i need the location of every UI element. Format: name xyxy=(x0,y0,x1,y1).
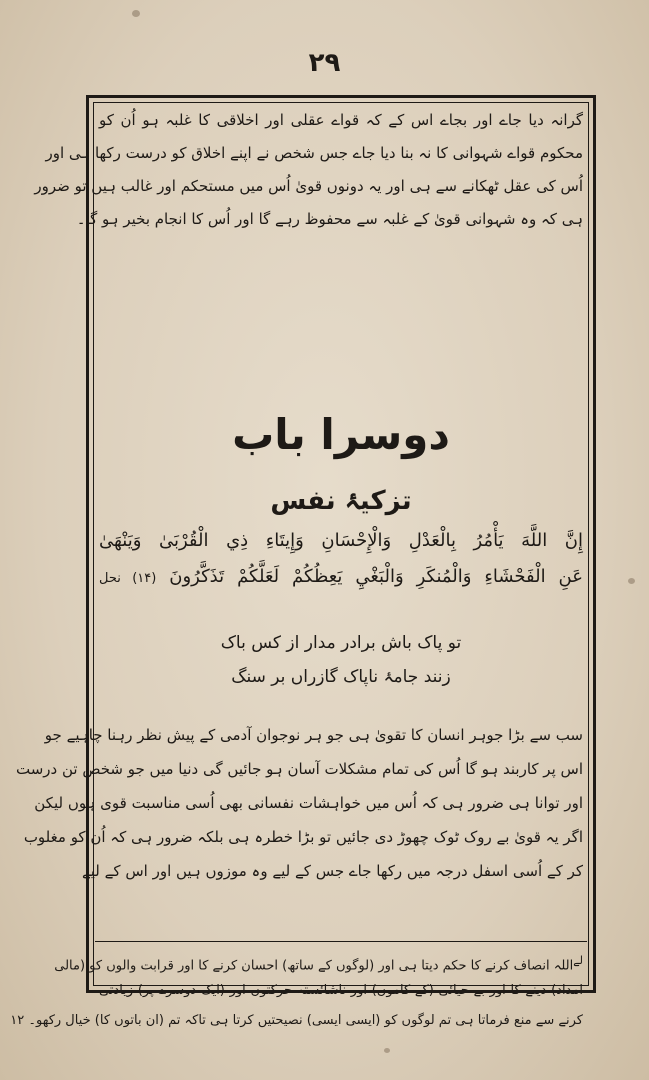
footnote-line: کرنے سے منع فرماتا ہی تم لوگوں کو (ایسی ایسی) نصیحتیں کرتا ہی تاکہ تم (ان باتوں کا) خیال رکھو۔ ۱۲ xyxy=(10,1013,583,1028)
text-frame xyxy=(10,95,596,1028)
verse-text: عَنِ الْفَحْشَاءِ وَالْمُنكَرِ وَالْبَغْيِ يَعِظُكُمْ لَعَلَّكُمْ تَذَكَّرُونَ xyxy=(169,566,583,587)
body-line: اگر یہ قویٰ بے روک ٹوک چھوڑ دی جائیں تو بڑا خطرہ ہی بلکہ ضرور ہی کہ اُن کو مغلوب xyxy=(23,828,583,846)
footnote-marker: لے xyxy=(573,954,583,967)
footnote xyxy=(10,946,583,1036)
verse-reference: (۱۴) نحل xyxy=(99,571,157,586)
body-line: سب سے بڑا جوہر انسان کا تقویٰ ہی جو ہر نوجوان آدمی کے پیش نظر رہنا چاہیے جو xyxy=(44,726,583,744)
footnote-line xyxy=(54,946,583,976)
ink-spot xyxy=(132,10,140,17)
intro-paragraph xyxy=(34,104,583,236)
intro-line: ہی کہ وہ شہوانی قویٰ کے غلبہ سے محفوظ رہے گا اور اُس کا انجام بخیر ہو گا۔ xyxy=(76,210,583,228)
intro-line: اُس کی عقل ٹھکانے سے ہی اور یہ دونوں قویٰ اُس میں مستحکم اور غالب ہیں تو ضرور xyxy=(34,177,583,195)
ink-spot xyxy=(384,1048,390,1053)
body-line: کر کے اُسی اسفل درجہ میں رکھا جاے جس کے لیے وہ موزوں ہیں اور اس کے لیے xyxy=(81,862,583,880)
footnote-divider xyxy=(95,941,587,942)
chapter-subtitle: تزکیۂ نفس xyxy=(270,486,412,516)
couplet-line: تو پاک باش برادر مدار از کس باک xyxy=(220,633,462,653)
body-line: اس پر کاربند ہو گا اُس کی تمام مشکلات آسان ہو جائیں گی دنیا میں جو شخص تن درست xyxy=(16,760,583,778)
quran-verse xyxy=(99,523,583,595)
verse-line: إِنَّ اللَّهَ يَأْمُرُ بِالْعَدْلِ وَالْإِحْسَانِ وَإِيتَاءِ ذِي الْقُرْبَىٰ وَيَنْهَىٰ xyxy=(99,530,583,551)
intro-line: گرانہ دیا جاے اور بجاے اس کے کہ قواے عقلی اور اخلاقی کا غلبہ ہو اُن کو xyxy=(99,111,583,129)
footnote-line: امداد) دینے کا اور بے حیائی (کے کاموں) اور ناشائستہ حرکتوں اور (ایک دوسرے پر) زیادتی xyxy=(99,983,583,998)
couplet-line: زنند جامۂ ناپاک گازراں بر سنگ xyxy=(231,667,451,687)
chapter-title: دوسرا باب xyxy=(232,410,450,459)
footnote-text: اللہ انصاف کرنے کا حکم دیتا ہی اور (لوگوں کے ساتھ) احسان کرنے کا اور قرابت والوں کو (مالی xyxy=(54,958,574,974)
intro-line: محکوم قواے شہوانی کا نہ بنا دیا جاے جس شخص نے اپنے اخلاق کو درست رکھا ہی اور xyxy=(45,144,583,162)
body-line: اور توانا ہی ضرور ہی کہ اُس میں خواہشات نفسانی بھی اُسی مناسبت قوی ہوں لیکن xyxy=(34,794,583,812)
page-number: ۲۹ xyxy=(308,48,341,78)
ink-spot xyxy=(628,578,635,584)
body-paragraph xyxy=(16,718,583,888)
persian-couplet xyxy=(89,626,593,694)
verse-line xyxy=(99,559,583,595)
